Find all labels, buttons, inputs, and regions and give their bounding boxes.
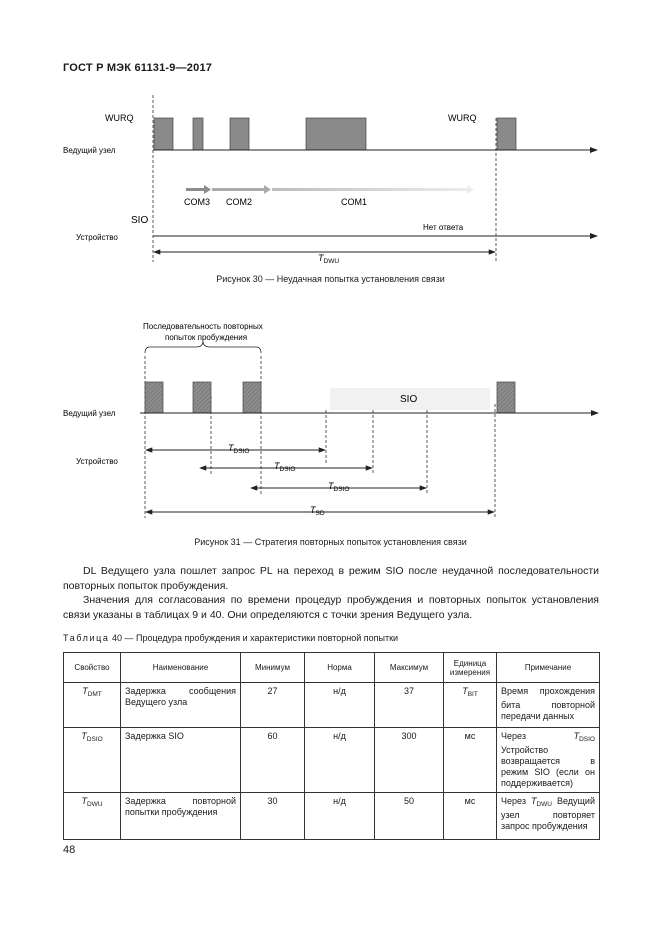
t-dsio-label: $T_{DSIO}$ xyxy=(228,443,250,455)
column-header: Максимум xyxy=(375,653,444,683)
wurq-pulse xyxy=(497,118,516,150)
page-number: 48 xyxy=(63,844,76,856)
table-caption: Таблица 40 — Процедура пробуждения и характеристики повторной попытки xyxy=(63,633,399,643)
wurq-pulse xyxy=(154,118,173,150)
wurq-label-right: WURQ xyxy=(448,113,477,123)
note-cell: Через $T_{DWU}$ Ведущий узел повторяет запрос пробуждения xyxy=(497,793,600,840)
body-text xyxy=(63,564,599,622)
property-cell: $T_{DWU}$ xyxy=(64,793,121,840)
timing-table xyxy=(63,652,600,840)
table-row xyxy=(64,728,600,793)
nom-cell: н/д xyxy=(305,793,375,840)
note-cell: Время прохождения бита повторной передачи данных xyxy=(497,683,600,728)
master-node-label: Ведущий узел xyxy=(63,146,116,155)
column-header: Единица измерения xyxy=(444,653,497,683)
table-row xyxy=(64,793,600,840)
min-cell: 60 xyxy=(241,728,305,793)
t-dsio-label: $T_{DSIO}$ xyxy=(274,461,296,473)
com2-label: COM2 xyxy=(226,197,253,207)
sio-label: SIO xyxy=(131,215,149,226)
com-frame xyxy=(230,118,249,150)
name-cell: Задержка повторной попытки пробуждения xyxy=(121,793,241,840)
figure-31-caption: Рисунок 31 — Стратегия повторных попыток установления связи xyxy=(194,537,467,547)
nom-cell: н/д xyxy=(305,728,375,793)
com-frame xyxy=(193,118,203,150)
min-cell: 27 xyxy=(241,683,305,728)
note-cell: Через $T_{DSIO}$ Устройство возвращается в режим SIO (если он поддерживается) xyxy=(497,728,600,793)
master-node-label: Ведущий узел xyxy=(63,409,116,418)
t-dsio-label: $T_{DSIO}$ xyxy=(328,481,350,493)
com2-arrow-head xyxy=(264,185,271,194)
sequence-brace xyxy=(145,341,261,353)
com1-arrow-head xyxy=(467,185,474,194)
column-header: Примечание xyxy=(497,653,600,683)
wake-up-pulse xyxy=(145,382,163,413)
max-cell: 37 xyxy=(375,683,444,728)
property-cell: $T_{DMT}$ xyxy=(64,683,121,728)
com-frame xyxy=(306,118,366,150)
paragraph: DL Ведущего узла пошлет запрос PL на переход в режим SIO после неудачной последовательности повторных попыток пробуждения. xyxy=(63,565,599,592)
column-header: Свойство xyxy=(64,653,121,683)
figure-30-caption: Рисунок 30 — Неудачная попытка установления связи xyxy=(216,274,445,284)
column-header: Норма xyxy=(305,653,375,683)
page-header: ГОСТ Р МЭК 61131-9—2017 xyxy=(63,62,213,74)
name-cell: Задержка сообщения Ведущего узла xyxy=(121,683,241,728)
wurq-label-left: WURQ xyxy=(105,113,134,123)
no-response-label: Нет ответа xyxy=(423,223,464,232)
device-label: Устройство xyxy=(76,457,118,466)
wake-up-pulse xyxy=(193,382,211,413)
column-header: Наименование xyxy=(121,653,241,683)
column-header: Минимум xyxy=(241,653,305,683)
t-dwu-label: $T_{DWU}$ xyxy=(318,253,340,265)
sio-label: SIO xyxy=(400,394,418,405)
max-cell: 50 xyxy=(375,793,444,840)
table-row xyxy=(64,683,600,728)
com1-label: COM1 xyxy=(341,197,368,207)
com3-arrow xyxy=(186,188,204,191)
figure-31-diagram xyxy=(0,315,661,520)
sequence-label: Последовательность повторных попыток пробуждения xyxy=(143,322,263,342)
min-cell: 30 xyxy=(241,793,305,840)
paragraph: Значения для согласования по времени процедур пробуждения и повторных попыток установления связи указаны в таблицах 9 и 40. Они определяются с точки зрения Ведущего узла. xyxy=(63,594,599,621)
property-cell: $T_{DSIO}$ xyxy=(64,728,121,793)
com2-arrow xyxy=(212,188,264,191)
nom-cell: н/д xyxy=(305,683,375,728)
com1-arrow xyxy=(272,188,467,191)
device-label: Устройство xyxy=(76,233,118,242)
name-cell: Задержка SIO xyxy=(121,728,241,793)
unit-cell: мс xyxy=(444,728,497,793)
table-header-row xyxy=(64,653,600,683)
unit-cell: $T_{BIT}$ xyxy=(444,683,497,728)
com3-arrow-head xyxy=(204,185,211,194)
t-sd-label: $T_{SD}$ xyxy=(310,505,325,517)
wake-up-pulse xyxy=(243,382,261,413)
max-cell: 300 xyxy=(375,728,444,793)
wake-up-pulse xyxy=(497,382,515,413)
figure-30-diagram xyxy=(0,88,661,268)
unit-cell: мс xyxy=(444,793,497,840)
com3-label: COM3 xyxy=(184,197,211,207)
